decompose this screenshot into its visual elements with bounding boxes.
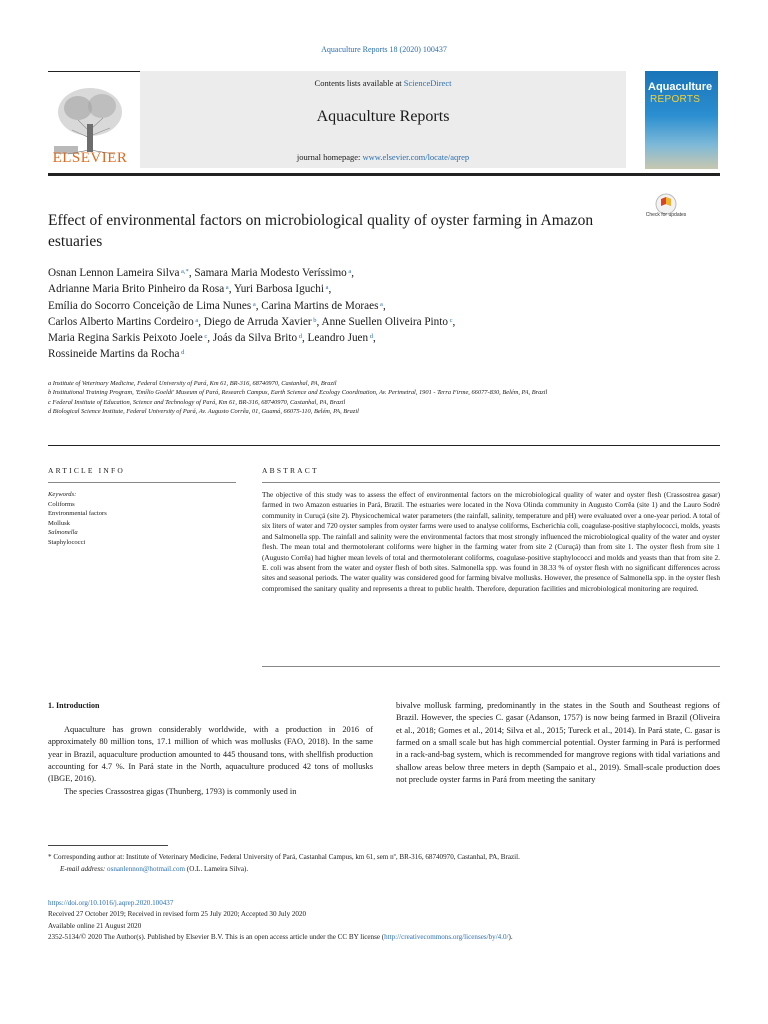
author-name[interactable]: Leandro Juen	[307, 332, 369, 345]
author-separator: ,	[188, 267, 195, 279]
paper-title: Effect of environmental factors on microbiological quality of oyster farming in Amazon estuaries	[48, 212, 594, 250]
intro-paragraph: The species Crassostrea gigas (Thunberg, 1793) is commonly used in	[64, 786, 297, 796]
affiliation-b: b Institutional Training Program, 'Emílio Goeldi' Museum of Pará, Research Campus, Earth Science and Ecology Coordination, Av. Perimetral, 1901 - Terra Firme, 66077-830, Belém, PA, Brazil	[48, 389, 548, 397]
intro-column-right	[396, 700, 720, 786]
author-affiliation-mark[interactable]: c	[447, 316, 453, 324]
author-name[interactable]: Rossineide Martins da Rocha	[48, 348, 180, 361]
contents-line	[140, 78, 626, 88]
intro-paragraph: bivalve mollusk farming, predominantly in the states in the South and Southeast regions of Brazil. However, the species C. gasar (Adanson, 1757) is now being farmed in Brazil (Oliveira et al., 2018; Gomes et al., 2014; Silva et al., 2015; Tureck et al., 2014). In Pará state, C. gasar is farmed on a small scale but has high commercial potential. Oyster farming in Pará is performed in a rack-and-bag system, which is recommended for mangrove regions with tidal variations and shallow areas below three meters in depth (Sampaio et al., 2019). Small-scale production does not preclude oyster farms in Pará from meeting the sanitary	[396, 701, 720, 785]
author-affiliation-mark[interactable]: a	[378, 300, 383, 308]
abstract-text: The objective of this study was to assess the effect of environmental factors on the microbiological quality of water and oyster flesh (Crassostrea gasar) farmed in two Amazon estuaries in Pará, Brazil. The estuaries were located in the Nova Olinda community in Augusto Corrêa (site 1) and the Lauro Sodré community in Curuçá (site 2). Physicochemical water parameters (the rainfall, salinity, temperature and pH) were evaluated over a one-year period. A total of six liters of water and 720 oyster samples from oyster farms were used to analyse coliforms, Escherichia coli, coagulase-positive staphylococci, molds, yeasts and Salmonella spp. The rainfall and salinity were the environmental factors that most strongly influenced the microbiological quality of the water and oyster flesh. The mean total and thermotolerant coliforms were higher in the farming water from site 2 (Curuçá) than from site 1. The oyster flesh from site 1 (Augusto Corrêa) had higher mean levels of total and thermotolerant coliforms, coagulase-positive staphylococci and molds and yeasts than that from site 2. E. coli was absent from the water and oyster flesh of both sites. Salmonella spp. was found in 38.33 % of oyster flesh with no significant differences across sites and seasonal periods. The water quality was considered good for farming bivalve mollusks. However, the presence of Salmonella spp. in the oyster flesh compromised the sanitary quality and represents a threat to public health. Therefore, depuration facilities and microbiological monitoring are required.	[262, 491, 720, 593]
author-affiliation-mark[interactable]: a,*	[179, 268, 189, 275]
section-rule	[48, 445, 720, 446]
footnote-block	[48, 852, 720, 875]
author-name[interactable]: Samara Maria Modesto Veríssimo	[194, 267, 347, 279]
keyword-item: Staphylococci	[48, 538, 86, 546]
email-label: E-mail address:	[60, 864, 108, 873]
article-info-heading: ARTICLE INFO	[48, 466, 125, 475]
affiliation-d: d Biological Science Institute, Federal University of Pará, Av. Augusto Corrêa, 01, Guamá, 66075-110, Belém, PA, Brazil	[48, 407, 359, 415]
author-name[interactable]: Carlos Alberto Martins Cordeiro	[48, 315, 194, 328]
author-name[interactable]: Yuri Barbosa Iguchi	[233, 283, 324, 296]
keywords-block	[48, 490, 236, 547]
email-suffix: (O.L. Lameira Silva).	[185, 864, 249, 873]
email-link[interactable]: osnanlennon@hotmail.com	[107, 864, 186, 873]
author-separator: ,	[198, 315, 204, 328]
author-affiliation-mark[interactable]: a	[224, 284, 229, 292]
available-online: Available online 21 August 2020	[48, 921, 142, 930]
author-name[interactable]: Adrianne Maria Brito Pinheiro da Rosa	[48, 283, 225, 296]
author-affiliation-mark[interactable]: a	[193, 316, 199, 324]
author-name[interactable]: Diego de Arruda Xavier	[203, 315, 312, 328]
author-affiliation-mark[interactable]: d	[297, 333, 302, 341]
abstract-rule	[262, 482, 720, 483]
corresponding-author-note: * Corresponding author at: Institute of Veterinary Medicine, Federal University of Pará, Castanhal Campus, km 61, sem nº, BR-316, 68740970, Castanhal, PA, Brazil.	[48, 853, 520, 861]
license-suffix: ).	[508, 933, 513, 942]
author-name[interactable]: Joás da Silva Brito	[212, 332, 298, 345]
article-info-rule	[48, 482, 236, 483]
keyword-item: Coliforms	[48, 500, 75, 508]
affiliation-a: a Institute of Veterinary Medicine, Federal University of Pará, Km 61, BR-316, 68740970, Castanhal, PA, Brazil	[48, 380, 337, 387]
author-affiliation-mark[interactable]: a	[251, 300, 256, 308]
author-affiliation-mark[interactable]: d	[179, 349, 185, 357]
header-bottom-rule	[48, 173, 720, 176]
affiliation-c: c Federal Institute of Education, Science and Technology of Pará, Km 61, BR-316, 68740970, Castanhal, PA, Brazil	[48, 398, 346, 406]
author-name[interactable]: Carina Martins de Moraes	[261, 299, 379, 312]
author-separator: ,	[207, 332, 213, 345]
author-separator: ,	[255, 299, 262, 312]
license-line	[48, 932, 720, 943]
author-name[interactable]: Maria Regina Sarkis Peixoto Joele	[48, 332, 203, 345]
doi-link[interactable]: https://doi.org/10.1016/j.aqrep.2020.100437	[48, 899, 174, 907]
elsevier-wordmark: ELSEVIER	[52, 150, 128, 166]
cover-subtitle: REPORTS	[650, 94, 701, 105]
elsevier-logo[interactable]	[48, 80, 132, 166]
author-separator: ,	[372, 332, 376, 345]
journal-homepage-line	[140, 152, 626, 162]
sciencedirect-link[interactable]: ScienceDirect	[403, 78, 452, 88]
keyword-item: Mollusk	[48, 519, 70, 527]
check-for-updates-icon[interactable]	[650, 193, 682, 227]
footnote-rule	[48, 845, 168, 846]
received-dates: Received 27 October 2019; Received in revised form 25 July 2020; Accepted 30 July 2020	[48, 910, 307, 919]
author-name[interactable]: Anne Suellen Oliveira Pinto	[321, 315, 448, 328]
author-affiliation-mark[interactable]: c	[202, 333, 208, 341]
intro-column-left	[48, 724, 373, 798]
author-affiliation-mark[interactable]: b	[311, 316, 317, 324]
author-separator: ,	[328, 283, 332, 296]
cover-title: Aquaculture	[648, 81, 713, 93]
homepage-prefix: journal homepage:	[296, 152, 363, 162]
check-for-updates-label[interactable]: Check for updates	[645, 212, 687, 218]
keywords-label: Keywords:	[48, 491, 77, 498]
journal-reference-link[interactable]: Aquaculture Reports 18 (2020) 100437	[321, 45, 447, 54]
keyword-item: Environmental factors	[48, 510, 107, 517]
author-name[interactable]: Emília do Socorro Conceição de Lima Nunes	[48, 299, 252, 312]
affiliation-list	[48, 379, 688, 416]
author-separator: ,	[228, 283, 234, 296]
license-link[interactable]: http://creativecommons.org/licenses/by/4.0/	[384, 933, 509, 942]
author-separator: ,	[316, 315, 322, 328]
abstract-bottom-rule	[262, 666, 720, 667]
author-separator: ,	[301, 332, 308, 345]
author-affiliation-mark[interactable]: d	[368, 333, 373, 341]
journal-homepage-link[interactable]: www.elsevier.com/locate/aqrep	[362, 152, 470, 162]
author-name[interactable]: Osnan Lennon Lameira Silva	[48, 267, 180, 279]
intro-paragraph: Aquaculture has grown considerably worldwide, with a production in 2016 of approximately 80 million tons, 17.1 million of which was mollusks (FAO, 2018). In the same year in Brazil, aquaculture production amounted to 445 thousand tons, with shellfish production accounting for 4.7 %. In Pará state in the North, aquaculture produced 42 tons of mollusks (IBGE, 2016).	[48, 725, 373, 784]
introduction-heading: 1. Introduction	[48, 701, 100, 710]
author-affiliation-mark[interactable]: a	[346, 268, 352, 275]
contents-prefix: Contents lists available at	[314, 78, 404, 88]
license-prefix: 2352-5134/© 2020 The Author(s). Published by Elsevier B.V. This is an open access article under the CC BY license (	[48, 933, 385, 942]
author-separator: ,	[452, 315, 456, 328]
journal-title: Aquaculture Reports	[316, 108, 450, 125]
keyword-item: Salmonella	[48, 529, 78, 536]
author-affiliation-mark[interactable]: a	[323, 284, 329, 292]
article-metadata	[48, 898, 720, 944]
author-separator: ,	[351, 267, 355, 279]
author-list	[48, 265, 720, 363]
author-separator: ,	[382, 299, 386, 312]
abstract-heading: ABSTRACT	[262, 466, 319, 475]
